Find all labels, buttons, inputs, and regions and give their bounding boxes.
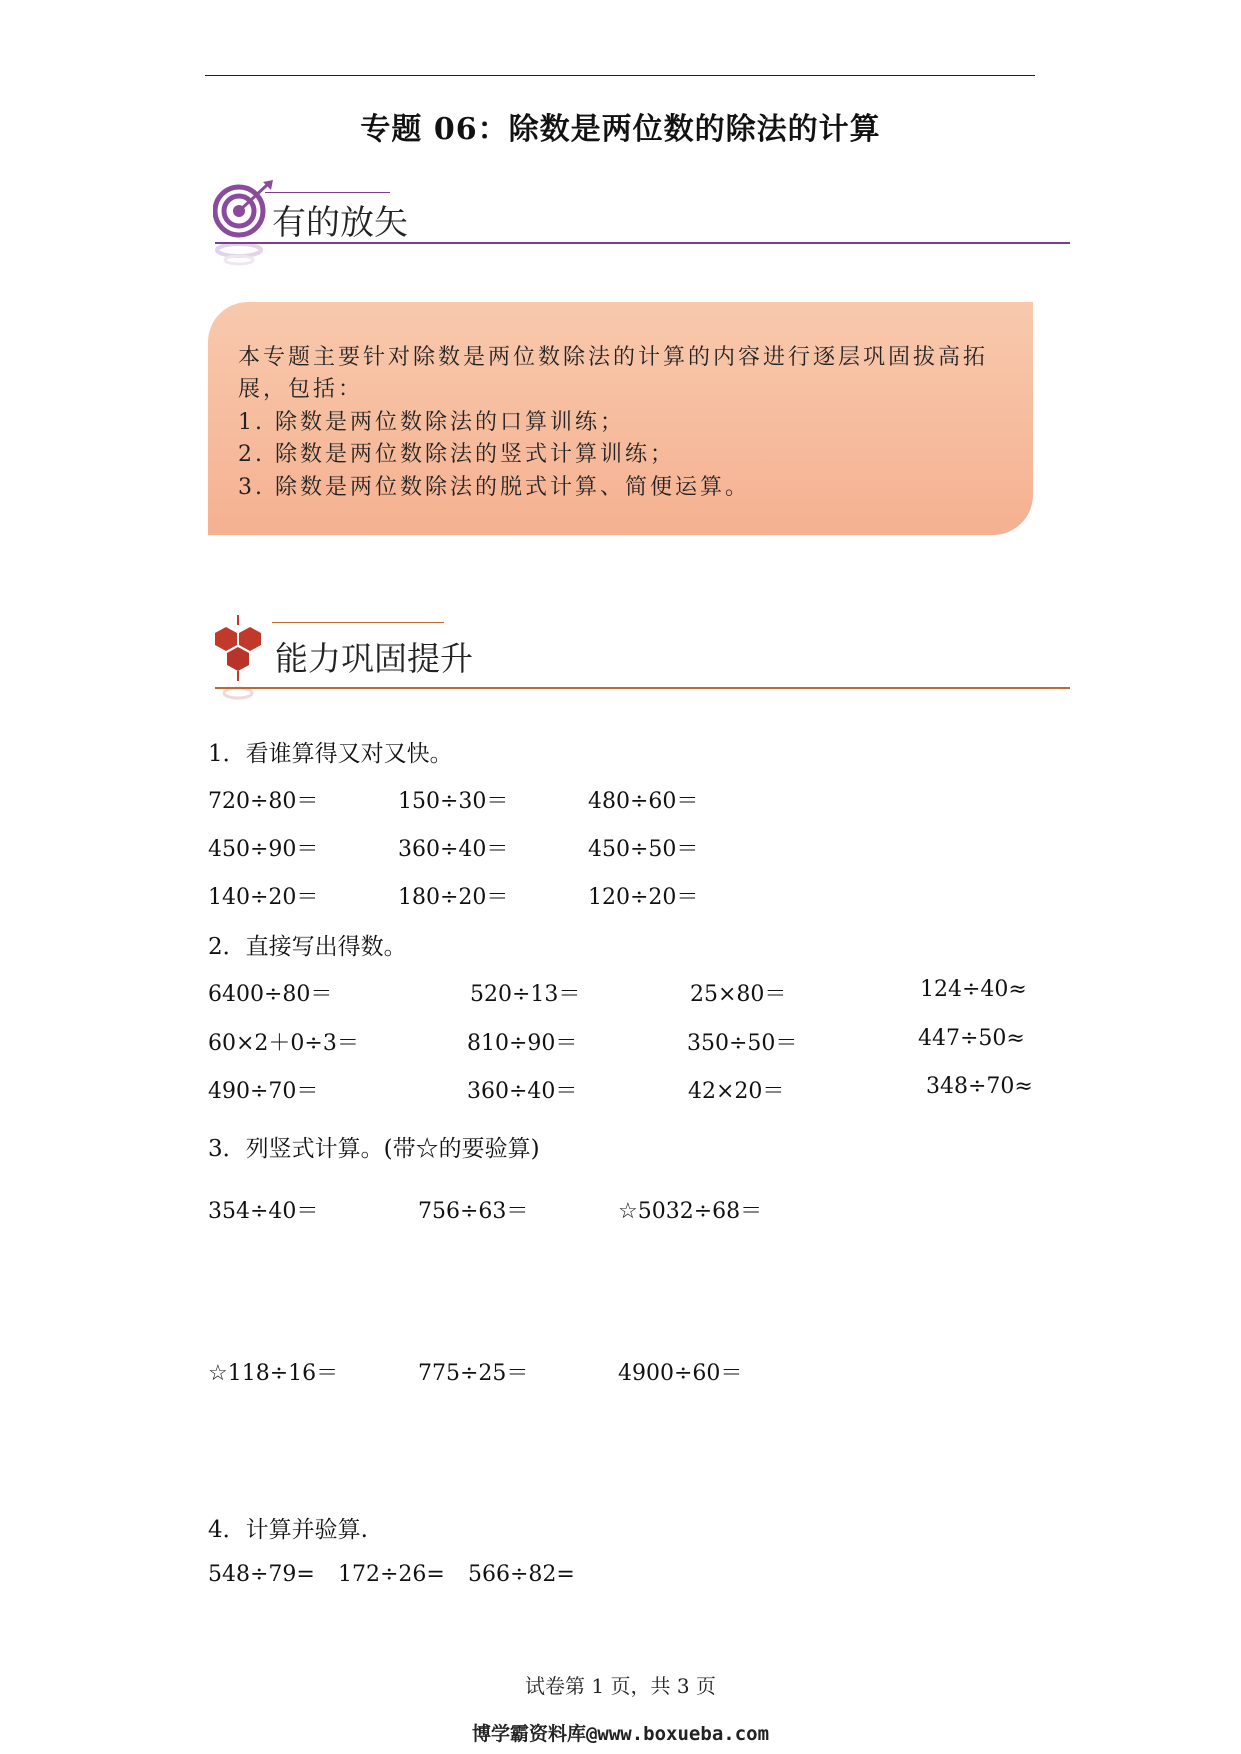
summary-line: 展，包括： <box>238 377 364 402</box>
summary-line: 本专题主要针对除数是两位数除法的计算的内容进行逐层巩固拔高拓 <box>238 345 989 370</box>
summary-line: 3. 除数是两位数除法的脱式计算、简便运算。 <box>238 475 750 500</box>
section1-title: 有的放矢 <box>272 203 408 243</box>
expression: 60×2＋0÷3＝ <box>208 1031 359 1056</box>
question-4-label: 4．计算并验算. <box>208 1517 368 1543</box>
expression: 775÷25＝ <box>418 1361 529 1386</box>
section1-top-line <box>265 192 390 193</box>
expression: 360÷40＝ <box>467 1079 578 1104</box>
expression: ☆118÷16＝ <box>208 1361 339 1386</box>
expression: 354÷40＝ <box>208 1199 319 1224</box>
target-icon <box>213 180 275 270</box>
expression: ☆5032÷68＝ <box>618 1199 763 1224</box>
expression: 810÷90＝ <box>467 1031 578 1056</box>
expression: 548÷79= <box>208 1562 315 1587</box>
expression: 120÷20＝ <box>588 885 699 910</box>
question-1-label: 1．看谁算得又对又快。 <box>208 741 453 767</box>
expression: 42×20＝ <box>688 1079 785 1104</box>
expression: 720÷80＝ <box>208 789 319 814</box>
expression: 172÷26= <box>338 1562 445 1587</box>
expression: 150÷30＝ <box>398 789 509 814</box>
top-rule <box>205 75 1035 76</box>
page-info: 试卷第 1 页，共 3 页 <box>525 1674 716 1698</box>
expression: 140÷20＝ <box>208 885 319 910</box>
question-3-label: 3．列竖式计算。(带☆的要验算) <box>208 1136 540 1162</box>
expression: 756÷63＝ <box>418 1199 529 1224</box>
expression: 447÷50≈ <box>918 1026 1025 1051</box>
expression: 360÷40＝ <box>398 837 509 862</box>
summary-line: 2. 除数是两位数除法的竖式计算训练； <box>238 442 675 467</box>
summary-line: 1. 除数是两位数除法的口算训练； <box>238 410 625 435</box>
hexagon-icon <box>212 615 276 711</box>
expression: 350÷50＝ <box>687 1031 798 1056</box>
expression: 566÷82= <box>468 1562 575 1587</box>
expression: 348÷70≈ <box>926 1074 1033 1099</box>
expression: 25×80＝ <box>690 982 787 1007</box>
section2-top-line <box>272 622 444 623</box>
page-title: 专题 06：除数是两位数的除法的计算 <box>360 112 881 147</box>
expression: 450÷50＝ <box>588 837 699 862</box>
watermark: 博学霸资料库@www.boxueba.com <box>471 1723 770 1745</box>
expression: 490÷70＝ <box>208 1079 319 1104</box>
expression: 6400÷80＝ <box>208 982 333 1007</box>
section2-rule <box>215 687 1070 689</box>
expression: 450÷90＝ <box>208 837 319 862</box>
section2-title: 能力巩固提升 <box>275 639 473 678</box>
question-2-label: 2．直接写出得数。 <box>208 934 407 960</box>
expression: 520÷13＝ <box>470 982 581 1007</box>
expression: 4900÷60＝ <box>618 1361 743 1386</box>
section1-rule <box>215 242 1070 244</box>
expression: 180÷20＝ <box>398 885 509 910</box>
expression: 480÷60＝ <box>588 789 699 814</box>
expression: 124÷40≈ <box>920 977 1027 1002</box>
